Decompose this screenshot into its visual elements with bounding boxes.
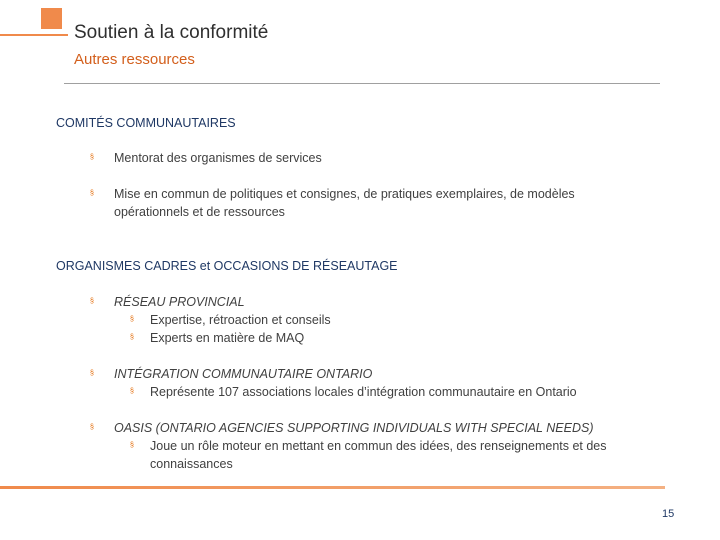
sub-list-item: Représente 107 associations locales d’intégration communautaire en Ontario <box>150 385 577 399</box>
footer-divider <box>0 486 665 489</box>
sub-list-item: Experts en matière de MAQ <box>150 331 305 345</box>
page-number: 15 <box>662 508 675 520</box>
list-item-oasis: OASIS (ONTARIO AGENCIES SUPPORTING INDIVIDUALS WITH SPECIAL NEEDS) <box>114 421 594 435</box>
bullet-marker: § <box>90 190 94 197</box>
sub-list-item: Expertise, rétroaction et conseils <box>150 313 331 327</box>
page-subtitle: Autres ressources <box>74 51 195 68</box>
bullet-marker: § <box>90 154 94 161</box>
bullet-marker: § <box>90 424 94 431</box>
logo-square <box>41 8 62 29</box>
list-item-integration-communautaire: INTÉGRATION COMMUNAUTAIRE ONTARIO <box>114 367 373 381</box>
list-item-reseau-provincial: RÉSEAU PROVINCIAL <box>114 295 245 309</box>
list-item: Mise en commun de politiques et consignes, de pratiques exemplaires, de modèles opérationnels et de ressources <box>114 187 575 219</box>
sub-bullet-marker: § <box>130 334 134 341</box>
section-heading-comites: COMITÉS COMMUNAUTAIRES <box>56 116 236 130</box>
sub-list-item: Joue un rôle moteur en mettant en commun des idées, des renseignements et des connaissances <box>150 439 607 471</box>
header-divider <box>64 83 660 84</box>
sub-bullet-marker: § <box>130 442 134 449</box>
list-item: Mentorat des organismes de services <box>114 151 322 165</box>
bullet-marker: § <box>90 298 94 305</box>
page-title: Soutien à la conformité <box>74 22 269 43</box>
sub-bullet-marker: § <box>130 316 134 323</box>
logo-accent-line <box>0 34 68 36</box>
sub-bullet-marker: § <box>130 388 134 395</box>
bullet-marker: § <box>90 370 94 377</box>
section-heading-organismes: ORGANISMES CADRES et OCCASIONS DE RÉSEAUTAGE <box>56 259 398 273</box>
